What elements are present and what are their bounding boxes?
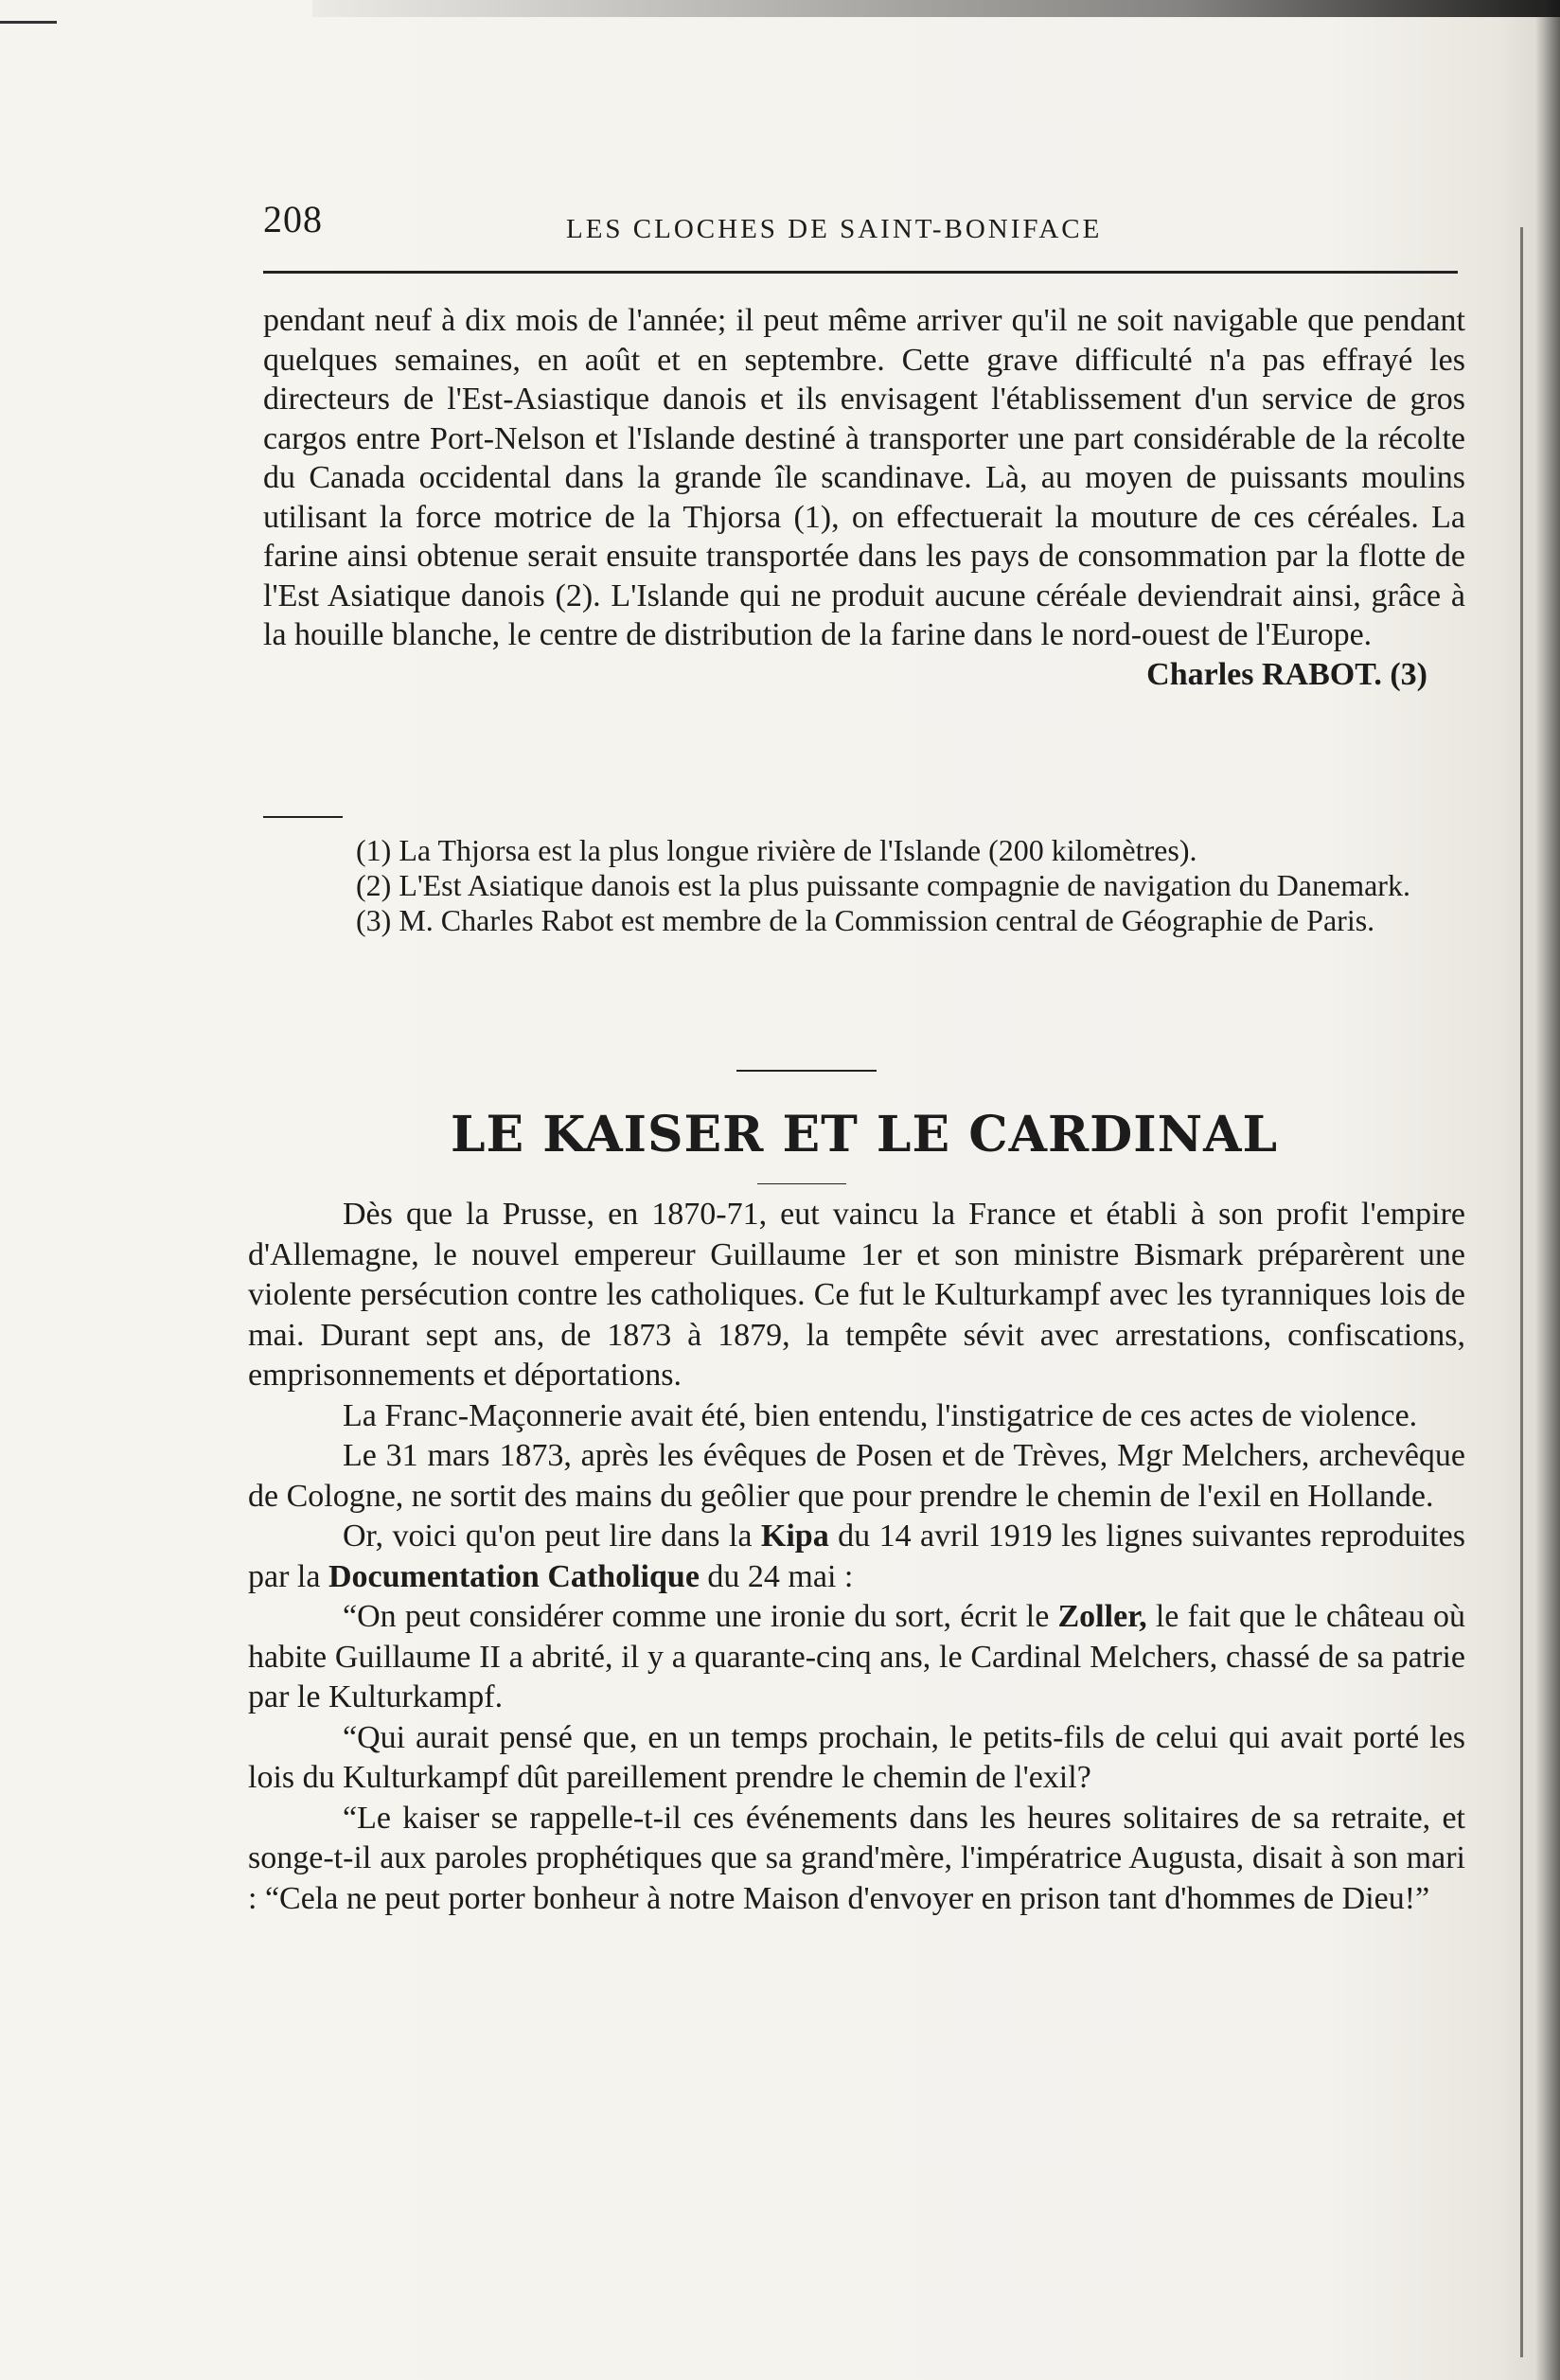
scan-gutter-line — [1520, 227, 1523, 2357]
running-head: LES CLOCHES DE SAINT-BONIFACE — [566, 214, 1103, 244]
publication-name: Kipa — [760, 1519, 829, 1554]
text-run: du 24 mai : — [699, 1558, 854, 1594]
article-paragraph-6: “Qui aurait pensé que, en un temps prochain, le petits-fils de celui qui avait porté les lois du Kulturkampf dût pareillement prendre le chemin de l'exil? — [248, 1719, 1465, 1795]
footnote-rule — [263, 816, 343, 818]
section-divider — [736, 1070, 877, 1072]
text-run: du 14 avril 1919 les lignes suivantes reproduites par la — [248, 1519, 1466, 1594]
publication-name: Documentation Catholique — [328, 1558, 700, 1594]
page-number: 208 — [263, 198, 323, 240]
footnote-2: (2) L'Est Asiatique danois est la plus puissante compagnie de navigation du Danemark. — [356, 868, 1410, 902]
text-run: “On peut considérer comme une ironie du sort, écrit le — [343, 1599, 1058, 1634]
author-signature: Charles RABOT. (3) — [1146, 656, 1427, 692]
article-title: LE KAISER ET LE CARDINAL — [450, 1106, 1279, 1163]
article-body — [248, 1195, 1465, 1919]
text-run: Or, voici qu'on peut lire dans la — [343, 1519, 761, 1554]
article-paragraph-5 — [248, 1597, 1465, 1718]
paragraph-text: pendant neuf à dix mois de l'année; il peut même arriver qu'il ne soit navigable que pendant quelques semaines, en août et en septembre. Cette grave difficulté n'a pas effrayé les directeurs de l'Est-Asiastique danois et ils envisagent l'établissement d'un service de gros cargos entre Port-Nelson et l'Islande destiné à transporter une part considérable de la récolte du Canada occidental dans la grande île scandinave. Là, au moyen de puissants moulins utilisant la force motrice de la Thjorsa (1), on effectuerait la mouture de ces céréales. La farine ainsi obtenue serait ensuite transportée dans les pays de consommation par la flotte de l'Est Asiatique danois (2). L'Islande qui ne produit aucune céréale deviendrait ainsi, grâce à la houille blanche, le centre de distribution de la farine dans le nord-ouest de l'Europe. — [263, 303, 1465, 652]
scan-mark-top-left — [0, 21, 57, 24]
article-paragraph-1: Dès que la Prusse, en 1870-71, eut vaincu la France et établi à son profit l'empire d'Allemagne, le nouvel empereur Guillaume 1er et son ministre Bismark préparèrent une violente persécution contre les catholiques. Ce fut le Kulturkampf avec les tyranniques lois de mai. Durant sept ans, de 1873 à 1879, la tempête sévit avec arrestations, confiscations, emprisonnements et déportations. — [248, 1197, 1465, 1393]
footnote-1: (1) La Thjorsa est la plus longue rivière de l'Islande (200 kilomètres). — [356, 833, 1197, 867]
text-run: le fait que le château où habite Guillaume II a abrité, il y a quarante-cinq ans, le Cardinal Melchers, chassé de sa patrie par le Kulturkampf. — [248, 1599, 1466, 1714]
footnote-3: (3) M. Charles Rabot est membre de la Commission central de Géographie de Paris. — [356, 903, 1375, 937]
article-paragraph-4 — [248, 1517, 1465, 1597]
title-underline — [757, 1183, 846, 1184]
header-rule — [263, 271, 1458, 274]
article-paragraph-3: Le 31 mars 1873, après les évêques de Posen et de Trèves, Mgr Melchers, archevêque de Cologne, ne sortit des mains du geôlier que pour prendre le chemin de l'exil en Hollande. — [248, 1438, 1465, 1514]
scan-edge-right — [1535, 0, 1560, 2380]
publication-name: Zoller, — [1057, 1599, 1147, 1634]
scan-edge-top — [312, 0, 1560, 17]
page-header — [263, 197, 1456, 254]
article-paragraph-7: “Le kaiser se rappelle-t-il ces événements dans les heures solitaires de sa retraite, et songe-t-il aux paroles prophétiques que sa grand'mère, l'impératrice Augusta, disait à son mari : “Cela ne peut porter bonheur à notre Maison d'envoyer en prison tant d'hommes de Dieu!” — [248, 1800, 1465, 1916]
footnotes — [263, 833, 1465, 938]
continued-paragraph — [263, 301, 1465, 694]
article-paragraph-2: La Franc-Maçonnerie avait été, bien entendu, l'instigatrice de ces actes de violence. — [343, 1397, 1418, 1433]
